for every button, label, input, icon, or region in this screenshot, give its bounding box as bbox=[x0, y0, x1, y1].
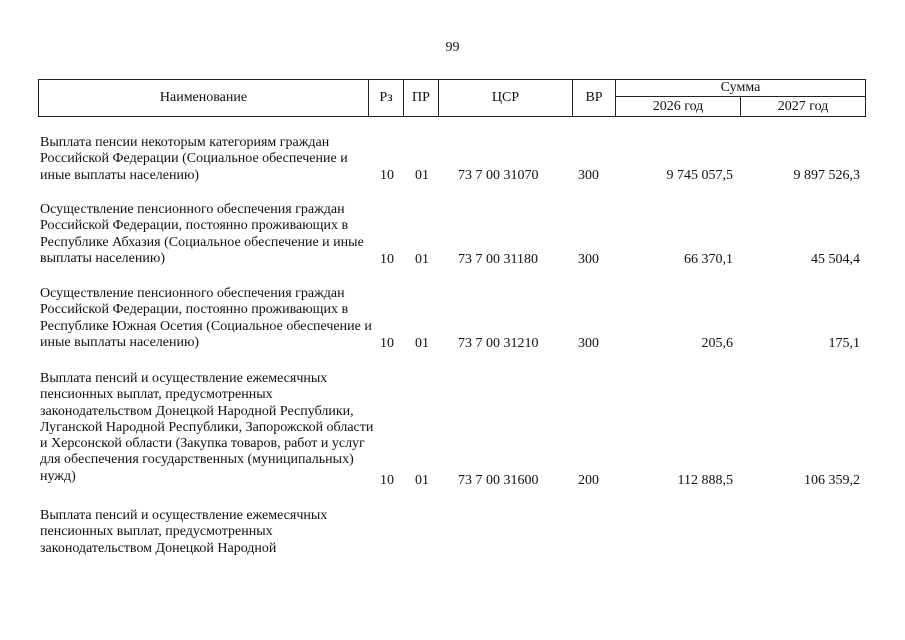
row-rz: 10 bbox=[380, 168, 394, 183]
row-sum-2026: 9 745 057,5 bbox=[666, 168, 733, 183]
header-csr: ЦСР bbox=[439, 80, 573, 117]
row-sum-2027: 175,1 bbox=[828, 336, 860, 351]
row-pr: 01 bbox=[415, 336, 429, 351]
row-sum-2026: 205,6 bbox=[701, 336, 733, 351]
row-pr: 01 bbox=[415, 252, 429, 267]
row-csr: 73 7 00 31600 bbox=[458, 473, 539, 488]
row-sum-2026: 66 370,1 bbox=[684, 252, 733, 267]
row-sum-2026: 112 888,5 bbox=[677, 473, 733, 488]
row-vr: 300 bbox=[578, 168, 599, 183]
row-rz: 10 bbox=[380, 473, 394, 488]
row-sum-2027: 9 897 526,3 bbox=[793, 168, 860, 183]
row-name: Осуществление пенсионного обеспечения граждан Российской Федерации, постоянно проживающих в Республике Южная Осетия (Социальное обеспечение и иные выплаты населению) bbox=[40, 286, 372, 350]
row-name: Выплата пенсий и осуществление ежемесячных пенсионных выплат, предусмотренных законодательством Донецкой Народной Республики, Луганской Народной Республики, Запорожской области и Херсонской области (Закупка товаров, работ и услуг для обеспечения государственных (муниципальных) нужд) bbox=[40, 371, 374, 484]
row-vr: 300 bbox=[578, 252, 599, 267]
header-vr: ВР bbox=[573, 80, 616, 117]
header-sum: Сумма bbox=[616, 80, 866, 97]
header-year-2027: 2027 год bbox=[741, 97, 866, 117]
row-vr: 300 bbox=[578, 336, 599, 351]
row-name: Осуществление пенсионного обеспечения граждан Российской Федерации, постоянно проживающих в Республике Абхазия (Социальное обеспечение и иные выплаты населению) bbox=[40, 202, 364, 266]
header-rz: Рз bbox=[369, 80, 404, 117]
row-rz: 10 bbox=[380, 252, 394, 267]
row-csr: 73 7 00 31180 bbox=[458, 252, 538, 267]
row-sum-2027: 106 359,2 bbox=[804, 473, 860, 488]
row-csr: 73 7 00 31210 bbox=[458, 336, 539, 351]
row-rz: 10 bbox=[380, 336, 394, 351]
table-header bbox=[38, 79, 866, 117]
header-pr: ПР bbox=[404, 80, 439, 117]
header-name: Наименование bbox=[39, 80, 369, 117]
row-name: Выплата пенсии некоторым категориям граждан Российской Федерации (Социальное обеспечение и иные выплаты населению) bbox=[40, 135, 348, 183]
row-sum-2027: 45 504,4 bbox=[811, 252, 860, 267]
row-name: Выплата пенсий и осуществление ежемесячных пенсионных выплат, предусмотренных законодательством Донецкой Народной bbox=[40, 508, 328, 556]
row-vr: 200 bbox=[578, 473, 599, 488]
row-csr: 73 7 00 31070 bbox=[458, 168, 539, 183]
row-pr: 01 bbox=[415, 473, 429, 488]
page-number: 99 bbox=[445, 40, 460, 55]
header-year-2026: 2026 год bbox=[616, 97, 741, 117]
row-pr: 01 bbox=[415, 168, 429, 183]
